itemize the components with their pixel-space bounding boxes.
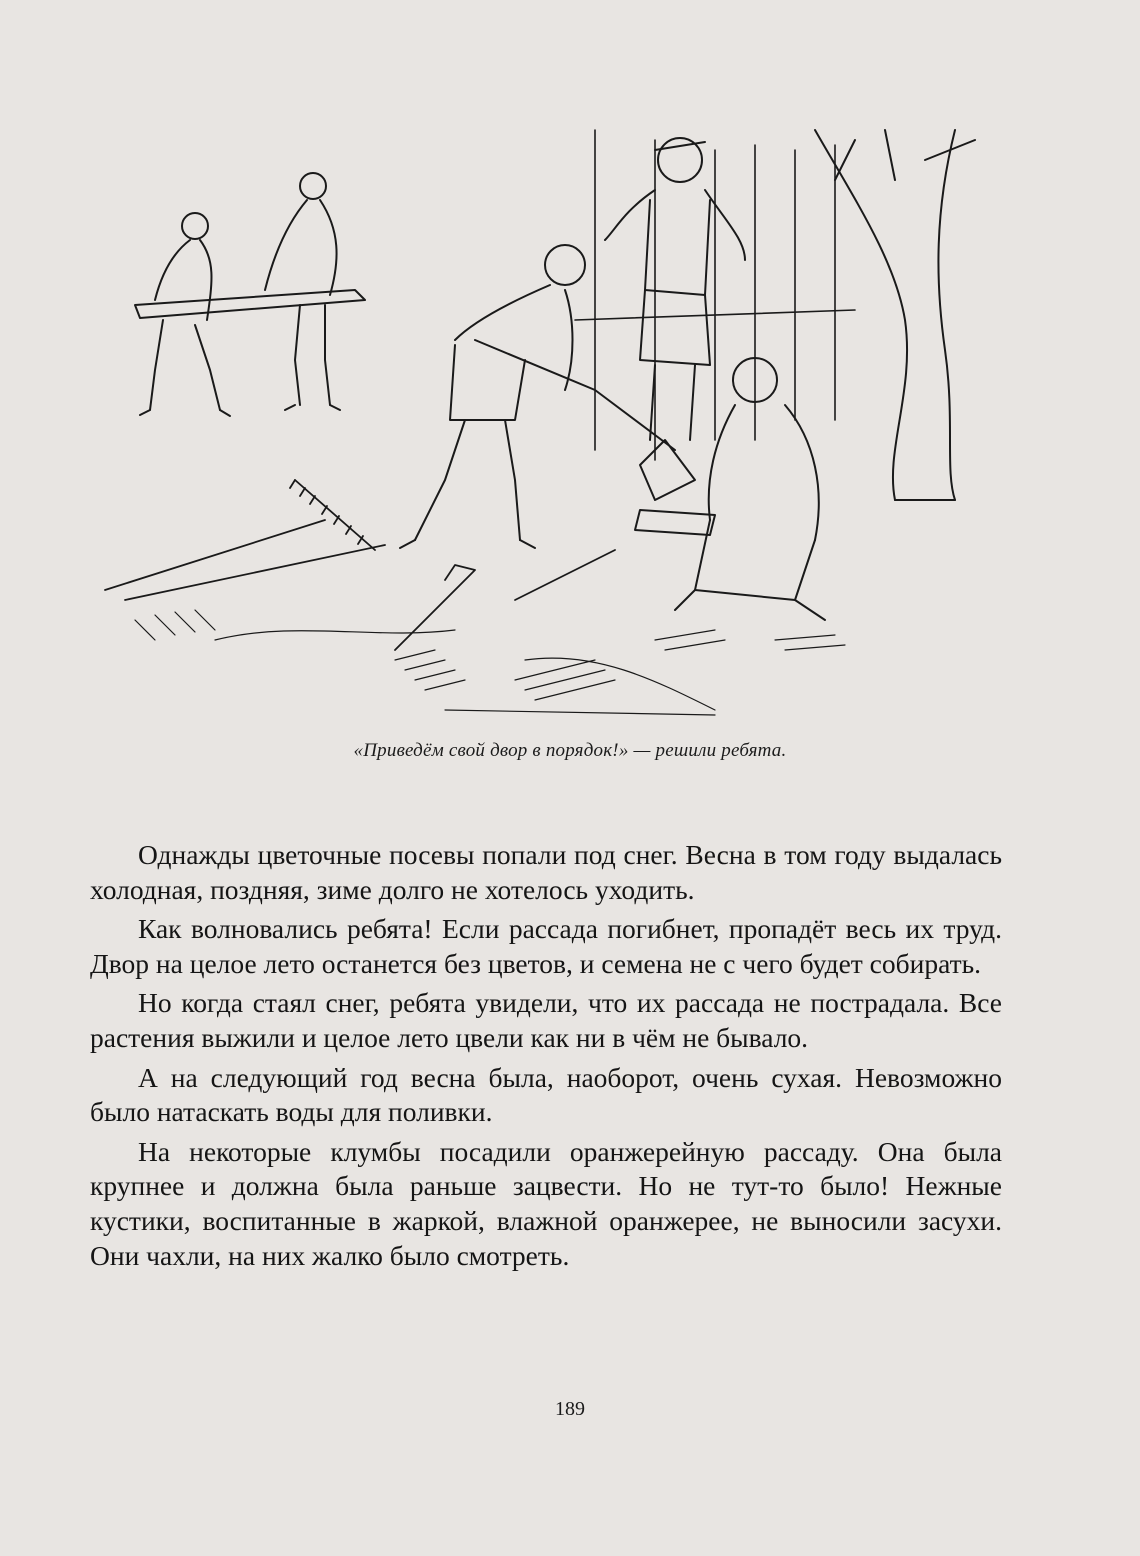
paragraph: А на следующий год весна была, наоборот, очень сухая. Невозможно было натаскать воды для поливки. [90,1061,1002,1128]
tree [815,130,975,500]
boys-carrying-board [135,173,365,416]
body-text [90,838,1002,1278]
fence [575,130,855,460]
paragraph: Как волновались ребята! Если рассада погибнет, пропадёт весь их труд. Двор на целое лето останется без цветов, и семена не с чего будет собирать. [90,913,1002,979]
crouching-boy [635,358,825,620]
paragraph: Но когда стаял снег, ребята увидели, что их рассада не пострадала. Все растения выжили и целое лето цвели как ни в чём не бывало. [90,987,1002,1053]
paragraph: На некоторые клумбы посадили оранжерейную рассаду. Она была крупнее и должна была раньше зацвести. Но не тут-то было! Нежные кустики, воспитанные в жаркой, влажной оранжерее, не выносили засухи. Они чахли, на них жалко было смотреть. [90,1135,1002,1271]
ground-hatching [135,610,845,715]
illustration-boys-cleaning-yard [95,120,995,720]
paragraph: Однажды цветочные посевы попали под снег. Весна в том году выдалась холодная, поздняя, зиме долго не хотелось уходить. [90,839,1002,905]
tools-on-ground [105,480,615,650]
boy-with-cap [605,138,745,440]
page-number: 189 [555,1398,585,1420]
illustration-caption: «Приведём свой двор в порядок!» — решили ребята. [353,740,787,761]
